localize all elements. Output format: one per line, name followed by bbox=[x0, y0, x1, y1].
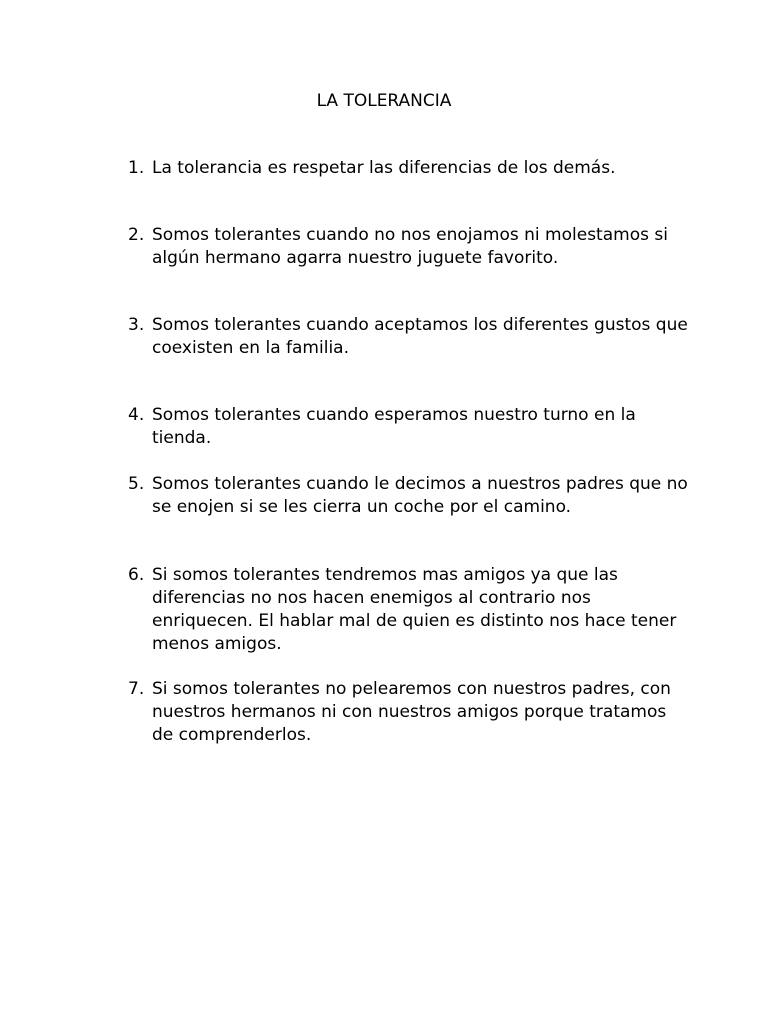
list-item-3 bbox=[128, 314, 688, 360]
list-item-text: Somos tolerantes cuando no nos enojamos ni molestamos si algún hermano agarra nuestro juguete favorito. bbox=[152, 225, 668, 268]
list-item-1 bbox=[128, 157, 688, 180]
document-title: LA TOLERANCIA bbox=[316, 91, 452, 111]
list-item-text: Somos tolerantes cuando esperamos nuestro turno en la tienda. bbox=[152, 405, 636, 448]
list-item-number: 2. bbox=[128, 225, 145, 245]
list-item-number: 6. bbox=[128, 565, 145, 585]
list-item-7 bbox=[128, 678, 688, 747]
list-item-text: Somos tolerantes cuando le decimos a nuestros padres que no se enojen si se les cierra un coche por el camino. bbox=[152, 474, 688, 517]
list-item-number: 4. bbox=[128, 405, 145, 425]
list-item-text: Si somos tolerantes no pelearemos con nuestros padres, con nuestros hermanos ni con nuestros amigos porque tratamos de comprenderlos. bbox=[152, 679, 671, 745]
list-item-2 bbox=[128, 224, 688, 270]
list-item-number: 5. bbox=[128, 474, 145, 494]
list-item-5 bbox=[128, 473, 688, 519]
list-item-4 bbox=[128, 404, 688, 450]
list-item-text: La tolerancia es respetar las diferencias de los demás. bbox=[152, 158, 616, 178]
list-item-6 bbox=[128, 564, 688, 656]
list-item-text: Si somos tolerantes tendremos mas amigos ya que las diferencias no nos hacen enemigos al contrario nos enriquecen. El hablar mal de quien es distinto nos hace tener menos amigos. bbox=[152, 565, 677, 654]
list-item-number: 1. bbox=[128, 158, 145, 178]
list-item-text: Somos tolerantes cuando aceptamos los diferentes gustos que coexisten en la familia. bbox=[152, 315, 688, 358]
list-item-number: 3. bbox=[128, 315, 145, 335]
list-item-number: 7. bbox=[128, 679, 145, 699]
